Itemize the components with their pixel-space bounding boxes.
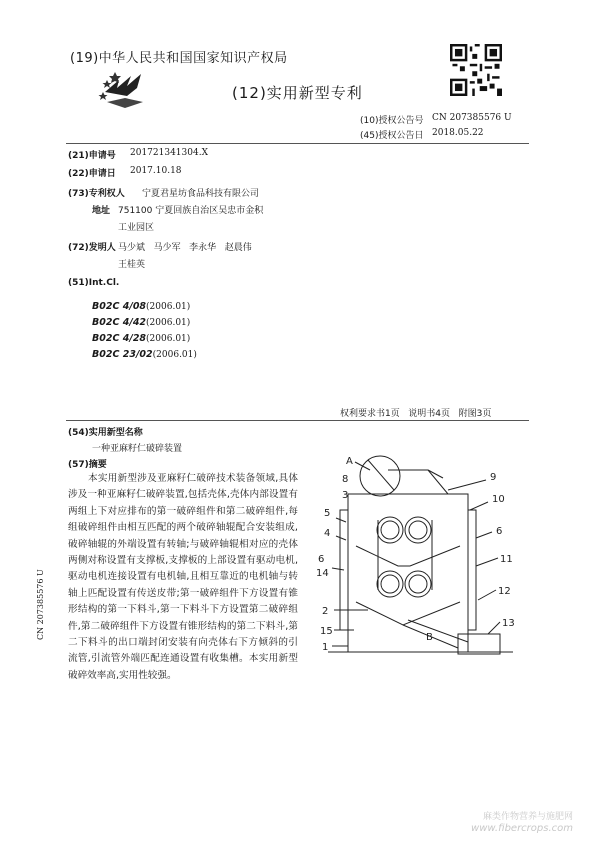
application-date: 2017.10.18 (130, 166, 182, 176)
fig-label: 1 (322, 642, 329, 653)
fig-label: 15 (320, 626, 333, 637)
fig-label: 14 (316, 568, 329, 579)
header-divider (66, 143, 529, 144)
fig-label: 8 (342, 474, 349, 485)
sipo-emblem-icon (97, 62, 155, 120)
title-label: (54)实用新型名称 (68, 428, 143, 438)
inventors-line-2: 王桂英 (118, 260, 146, 270)
application-number-label: (21)申请号 (68, 151, 116, 161)
ipc-version: (2006.01) (146, 334, 191, 344)
watermark-cn: 麻类作物营养与施肥网 (482, 812, 573, 822)
abstract-text: 本实用新型涉及亚麻籽仁破碎技术装备领域,具体涉及一种亚麻籽仁破碎装置,包括壳体,壳体内部设置有两组上下对应排布的第一破碎组件和第二破碎组件,每组破碎组件由相互匹配的两个破碎轴辊配合安装组成,破碎轴辊的外端设置有转轴;与破碎轴辊相对应的壳体两侧对称设置有支撑板,支撑板的上部设置有驱动电机,驱动电机连接设置有电机轴,且相互靠近的电机轴与转轴上匹配设置有传送皮带;第一破碎组件下方设置有锥形结构的第一下料斗,第一下料斗下方设置第二破碎组件,第二破碎组件下方设置有锥形结构的第二下料斗,第二下料斗的出口端封闭安装有向壳体右下方倾斜的引流管,引流管外端匹配连通设置有收集槽。本实用新型破碎效率高,实用性较强。 (68, 473, 298, 681)
biblio-divider (66, 420, 529, 421)
ipc-code: B02C 4/28 (92, 333, 147, 344)
pages-info: 权利要求书1页 说明书4页 附图3页 (340, 409, 492, 419)
right-support-plate (468, 510, 476, 630)
fig-label: 9 (490, 472, 497, 483)
side-publication-number: CN 207385576 U (36, 569, 45, 640)
ipc-entry (92, 294, 197, 310)
patentee: 宁夏君星坊食品科技有限公司 (142, 189, 260, 199)
document-type: (12)实用新型专利 (232, 84, 363, 102)
ipc-code: B02C 4/42 (92, 317, 147, 328)
publication-date: 2018.05.22 (432, 128, 484, 138)
fig-label: 12 (498, 586, 511, 597)
address-label: 地址 (92, 206, 111, 216)
fig-label: A (346, 456, 353, 467)
fig-label: 10 (492, 494, 505, 505)
int-cl-label: (51)Int.Cl. (68, 278, 120, 288)
ipc-entry (92, 310, 197, 326)
ipc-list (92, 294, 197, 358)
ipc-version: (2006.01) (152, 350, 197, 360)
fig-label: 2 (322, 606, 329, 617)
publication-date-label: (45)授权公告日 (360, 131, 424, 141)
qr-code-icon (450, 44, 502, 96)
utility-model-title: 一种亚麻籽仁破碎装置 (92, 444, 183, 454)
patentee-label: (73)专利权人 (68, 189, 125, 199)
ipc-code: B02C 23/02 (92, 349, 153, 360)
ipc-code: B02C 4/08 (92, 301, 147, 312)
inventors-label: (72)发明人 (68, 243, 116, 253)
application-date-label: (22)申请日 (68, 169, 116, 179)
address-line-1: 751100 宁夏回族自治区吴忠市金积 (118, 206, 264, 216)
collection-tank (458, 634, 500, 654)
fig-label: 5 (324, 508, 331, 519)
publication-number-label: (10)授权公告号 (360, 116, 424, 126)
fig-label: 6 (318, 554, 325, 565)
ipc-entry (92, 326, 197, 342)
ipc-entry (92, 342, 197, 358)
fig-label: 4 (324, 528, 331, 539)
watermark-url: www.fibercrops.com (471, 823, 573, 834)
fig-label: 3 (342, 490, 349, 501)
fig-label: 13 (502, 618, 515, 629)
housing (348, 494, 468, 652)
office-name: (19)中华人民共和国国家知识产权局 (70, 51, 288, 66)
ipc-version: (2006.01) (146, 318, 191, 328)
ipc-version: (2006.01) (146, 302, 191, 312)
fig-label: B (426, 632, 433, 643)
abstract-label: (57)摘要 (68, 460, 107, 470)
fig-label: 11 (500, 554, 513, 565)
inventors-line-1: 马少斌 马少军 李永华 赵晨伟 (118, 243, 252, 253)
publication-number: CN 207385576 U (432, 113, 512, 123)
abstract-figure (308, 450, 528, 680)
fig-label: 6 (496, 526, 503, 537)
address-line-2: 工业园区 (118, 223, 155, 233)
application-number: 201721341304.X (130, 148, 208, 158)
